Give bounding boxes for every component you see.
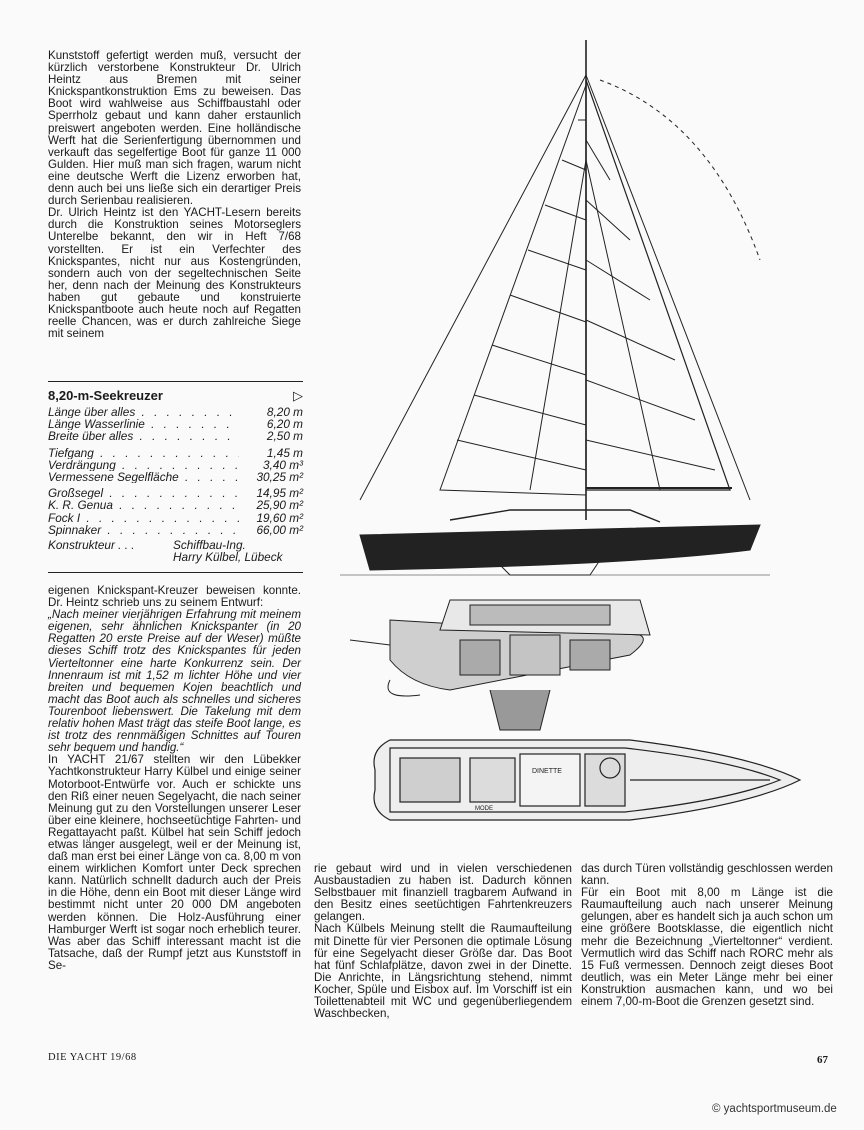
spec-label: Großsegel . . . xyxy=(48,487,239,499)
spec-row xyxy=(48,499,303,511)
watermark: © yachtsportmuseum.de xyxy=(712,1103,837,1115)
spec-value: 3,40 m³ xyxy=(263,457,303,472)
spec-value: 1,45 m xyxy=(266,445,303,460)
spec-label: Breite über alles . . . xyxy=(48,430,239,442)
spec-box xyxy=(48,381,303,573)
spec-row xyxy=(48,418,303,430)
spec-value: 30,25 m² xyxy=(256,470,303,485)
spec-label: Spinnaker . . . xyxy=(48,524,239,536)
paragraph: Für ein Boot mit 8,00 m Länge ist die Raumaufteilung auch nach unserer Meinung gelungen, aber es handelt sich ja auch schon um eine größere Bootsklasse, die eigentlich nicht mehr die Bezeichnung „Vierteltonner“ verdient. Vermutlich wird das Schiff nach RORC mehr als 15 Fuß vermessen. Dennoch zeigt dieses Boot deutlich, was ein Meter Länge mehr bei einer Konstruktion ausmachen kann, und wo bei einem 7,00-m-Boot die Grenzen gesetzt sind. xyxy=(581,886,834,1009)
spec-header xyxy=(48,388,303,404)
article-column-right xyxy=(581,863,833,1008)
footer-publication: DIE YACHT 19/68 xyxy=(48,1052,137,1063)
spec-row xyxy=(48,471,303,483)
triangle-arrow-icon: ▷ xyxy=(293,388,303,403)
spec-label: Fock I . . . xyxy=(48,512,239,524)
dinette-label: DINETTE xyxy=(532,768,562,775)
article-column-middle xyxy=(314,863,572,1020)
spec-row xyxy=(48,430,303,442)
spec-row xyxy=(48,406,303,418)
paragraph: Kunststoff gefertigt werden muß, versucht der kürzlich verstorbene Konstrukteur Dr. Ulrich Heintz aus Bremen mit seiner Knickspantkonstruktion Ems zu beweisen. Das Boot wird wahlweise aus Schiffbaustahl oder Sperrholz gebaut und kann daher erstaunlich preiswert angeboten werden. Eine holländische Werft hat die Serienfertigung übernommen und verkauft das segelfertige Boot für ganze 11 000 Gulden. Hier muß man sich fragen, warum nicht eine deutsche Werft die Lizenz erworben hat, denn auch bei uns ließe sich ein derartiger Preis durch Serienbau realisieren. xyxy=(48,49,301,208)
page-number: 67 xyxy=(817,1054,828,1066)
paragraph: eigenen Knickspant-Kreuzer beweisen konnte. Dr. Heintz schrieb uns zu seinem Entwurf: xyxy=(48,584,301,610)
spec-builder-value xyxy=(173,539,283,564)
spec-row xyxy=(48,512,303,524)
spec-value: 2,50 m xyxy=(266,429,303,444)
spec-builder xyxy=(48,539,303,564)
spec-row xyxy=(48,447,303,459)
spec-label: Verdrängung . . . xyxy=(48,459,239,471)
interior-profile-drawing xyxy=(350,600,650,730)
spec-value: 25,90 m² xyxy=(256,498,303,513)
spec-label: K. R. Genua . . . xyxy=(48,499,239,511)
spec-value: 19,60 m² xyxy=(256,510,303,525)
paragraph: Dr. Ulrich Heintz ist den YACHT-Lesern bereits durch die Konstruktion seines Motorseglers Unterelbe bekannt, den wir in Heft 7/68 vorstellten. Er ist ein Verfechter des Knickspantes, nicht nur aus Kostengründen, sondern auch von der segeltechnischen Seite her, denn nach der Meinung des Konstrukteurs haben gut gebaute und konstruierte Knickspantboote auch heute noch auf Regatten reelle Chancen, was er durch zahlreiche Siege mit seinem xyxy=(48,206,301,341)
builder-line-2: Harry Külbel, Lübeck xyxy=(173,550,283,565)
deck-plan-drawing xyxy=(374,740,800,820)
paragraph: rie gebaut wird und in vielen verschiedenen Ausbaustadien zu haben ist. Dadurch können Selbstbauer mit finanziell tragbarem Aufwand in den Besitz eines seetüchtigen Fahrtenkreuzers gelangen. xyxy=(314,862,572,924)
yacht-drawings xyxy=(330,40,810,845)
article-column-left-top xyxy=(48,50,301,340)
sail-plan-drawing xyxy=(340,40,770,575)
builder-line-1: Schiffbau-Ing. xyxy=(173,538,246,553)
spec-builder-label: Konstrukteur . . . xyxy=(48,538,135,553)
paragraph: Nach Külbels Meinung stellt die Raumaufteilung mit Dinette für vier Personen die optimale Lösung für eine Segelyacht dieser Größe dar. Das Boot hat fünf Schlafplätze, davon zwei in der Dinette. Die Anrichte, in Längsrichtung stehend, nimmt Kocher, Spüle und Eisbox auf. Im Vorschiff ist ein Toilettenabteil mit WC und gegenüberliegendem Waschbecken, xyxy=(314,922,572,1021)
paragraph: In YACHT 21/67 stellten wir den Lübekker Yachtkonstrukteur Harry Külbel und einige seiner Motorboot-Entwürfe vor. Auch er schickte uns den Riß einer neuen Segelyacht, die nach seiner Meinung gut zu den Vorstellungen unserer Leser über eine kleinere, hochseetüchtige Fahrten- und Regattayacht paßt. Külbel hat sein Schiff jedoch etwas länger ausgelegt, weil er der Meinung ist, daß man erst bei einer Länge von ca. 8,00 m von einem wirklichen Komfort unter Deck sprechen kann. Natürlich schnellt dadurch auch der Preis in die Höhe, denn ein Boot mit dieser Länge wird bestimmt nicht unter 20 000 DM angeboten werden können. Die Holz-Ausführung einer Hamburger Werft ist sogar noch erheblich teurer. Was aber das Schiff interessant macht ist die Tatsache, daß der Rumpf jetzt aus Kunststoff in Se- xyxy=(48,753,301,972)
spec-label: Länge über alles . . . xyxy=(48,406,239,418)
spec-title: 8,20-m-Seekreuzer xyxy=(48,388,163,403)
quote-paragraph: „Nach meiner vierjährigen Erfahrung mit meinem eigenen, sehr ähnlichen Knickspanter (in 20 Regatten 20 erste Preise auf der Weser) müßte dieses Schiff trotz des Knickspantes für jeden Vierteltonner eine harte Konkurrenz sein. Der Innenraum ist mit 1,52 m lichter Höhe und vier breiten und bequemen Kojen beachtlich und macht das Boot auch als schnelles und sicheres Tourenboot liebenswert. Die Takelung mit dem relativ hohen Mast trägt das steife Boot lange, es ist trotz des rennmäßigen Schnittes auf Touren sehr bequem und handig.“ xyxy=(48,608,301,755)
spec-value: 6,20 m xyxy=(266,417,303,432)
paragraph: das durch Türen vollständig geschlossen werden kann. xyxy=(581,862,833,888)
spec-label: Vermessene Segelfläche . . . xyxy=(48,471,239,483)
spec-value: 66,00 m² xyxy=(256,522,303,537)
article-column-left-bottom xyxy=(48,585,301,972)
spec-label: Tiefgang . . . xyxy=(48,447,239,459)
spec-value: 8,20 m xyxy=(266,405,303,419)
mode-label: MODE xyxy=(475,806,493,812)
spec-row xyxy=(48,524,303,536)
spec-value: 14,95 m² xyxy=(256,486,303,501)
spec-label: Länge Wasserlinie . . . xyxy=(48,418,239,430)
